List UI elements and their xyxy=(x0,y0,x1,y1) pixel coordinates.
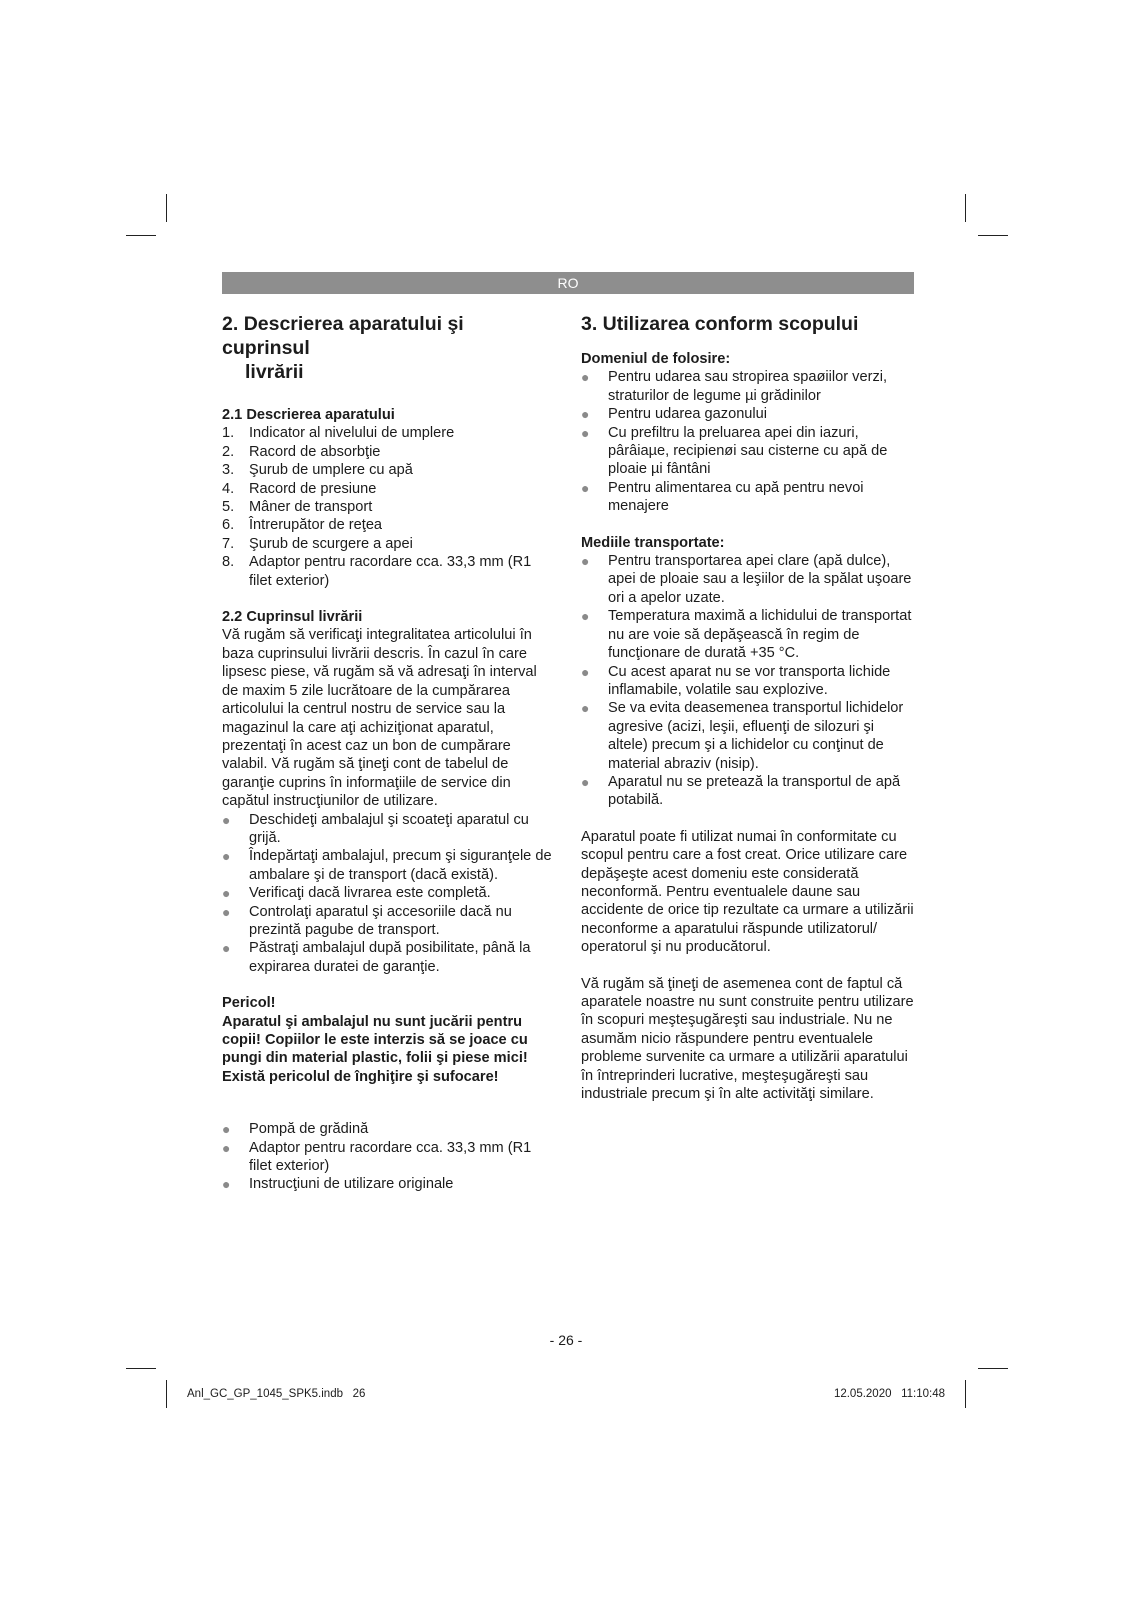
list-item: ● Pompă de grădină xyxy=(222,1121,369,1138)
section-2-title-line2: livrării xyxy=(245,361,304,383)
parts-list xyxy=(222,424,554,590)
bullet-icon: ● xyxy=(222,1121,231,1138)
bullet-icon: ● xyxy=(581,663,590,680)
list-item: ● Verificaţi dacă livrarea este completă. xyxy=(222,885,491,902)
crop-mark xyxy=(965,194,966,222)
section-2-1-title: 2.1 Descrierea aparatului xyxy=(222,407,395,423)
list-item: ● Cu prefiltru la preluarea apei din iazuri, pârâiaµe, recipienøi sau cisterne cu apă de ploaie µi fântâni xyxy=(581,424,888,478)
list-item: 7. Şurub de scurgere a apei xyxy=(222,535,413,552)
crop-mark xyxy=(965,1380,966,1408)
footer-filename: Anl_GC_GP_1045_SPK5.indb 26 xyxy=(187,1388,366,1400)
crop-mark xyxy=(978,235,1008,236)
bullet-icon: ● xyxy=(581,479,590,496)
crop-mark xyxy=(166,1380,167,1408)
delivery-contents xyxy=(222,1120,554,1194)
bullet-icon: ● xyxy=(581,369,590,386)
bullet-icon: ● xyxy=(222,811,231,828)
bullet-icon: ● xyxy=(581,608,590,625)
list-item: 5. Mâner de transport xyxy=(222,499,373,516)
domain-list xyxy=(581,368,915,515)
danger-title: Pericol! xyxy=(222,995,276,1012)
crop-mark xyxy=(166,194,167,222)
bullet-icon: ● xyxy=(222,1139,231,1156)
footer-datetime: 12.05.2020 11:10:48 xyxy=(833,1388,945,1400)
list-item: ● Deschideţi ambalajul şi scoateţi aparatul cu grijă. xyxy=(222,811,529,846)
crop-mark xyxy=(126,235,156,236)
commercial-use-paragraph: Vă rugăm să ţineţi de asemenea cont de faptul că aparatele noastre nu sunt construite pentru utilizare în scopuri meşteşugăreşti sau industriale. Nu ne asumăm nicio răspundere pentru eventualele probleme survenite ca urmare a utilizării aparatului în întreprinderi lucrative, meşteşugăreşti sau industriale precum şi în alte activităţi similare. xyxy=(581,975,914,1103)
list-item: ● Adaptor pentru racordare cca. 33,3 mm (R1 filet exterior) xyxy=(222,1139,532,1175)
media-list xyxy=(581,552,915,810)
language-code: RO xyxy=(557,275,579,291)
bullet-icon: ● xyxy=(222,848,231,865)
intended-use-paragraph: Aparatul poate fi utilizat numai în conformitate cu scopul pentru care a fost creat. Orice utilizare care depăşeşte acest domeniu este considerată neconformă. Pentru eventualele daune sau accidente de orice tip rezultate ca urmare a utilizării neconforme a aparatului răspunde utilizatorul/ operatorul şi nu producătorul. xyxy=(581,828,914,956)
bullet-icon: ● xyxy=(222,940,231,957)
list-item: 3. Şurub de umplere cu apă xyxy=(222,462,413,479)
list-item: ● Pentru udarea gazonului xyxy=(581,406,768,423)
list-item: 1. Indicator al nivelului de umplere xyxy=(222,425,455,442)
section-2-2-text: Vă rugăm să verificaţi integralitatea articolului în baza cuprinsului livrării descris. În cazul în care lipsesc piese, vă rugăm să vă adresaţi în interval de maxim 5 zile lucrătoare de la cumpărarea articolului la centrul nostru de service sau la magazinul la care aţi achiziţionat aparatul, prezentaţi în acest caz un bon de cumpărare valabil. Vă rugăm să ţineţi cont de tabelul de garanţie cuprins în informaţiile de service din capătul instrucţiunilor de utilizare. xyxy=(222,627,537,810)
list-item: ● Păstraţi ambalajul după posibilitate, până la expirarea duratei de garanţie. xyxy=(222,940,531,975)
bullet-icon: ● xyxy=(581,406,590,423)
list-item: ● Se va evita deasemenea transportul lichidelor agresive (acizi, leşii, efluenţi de silozuri şi altele) precum şi a lichidelor cu conţinut de material abraziv (nisip). xyxy=(581,700,904,772)
list-item: ● Pentru alimentarea cu apă pentru nevoi menajere xyxy=(581,479,864,515)
bullet-icon: ● xyxy=(581,553,590,570)
list-item: ● Aparatul nu se pretează la transportul de apă potabilă. xyxy=(581,773,901,809)
crop-mark xyxy=(978,1368,1008,1369)
language-bar xyxy=(222,272,914,294)
bullet-icon: ● xyxy=(222,1176,231,1193)
list-item: ● Controlaţi aparatul şi accesoriile dacă nu prezintă pagube de transport. xyxy=(222,903,512,938)
list-item: ● Îndepărtaţi ambalajul, precum şi siguranţele de ambalare şi de transport (dacă există). xyxy=(222,848,552,883)
section-2-number: 2. xyxy=(222,313,239,335)
section-2-2-title: 2.2 Cuprinsul livrării xyxy=(222,609,363,626)
domain-title: Domeniul de folosire: xyxy=(581,351,731,367)
list-item: 4. Racord de presiune xyxy=(222,480,377,497)
bullet-icon: ● xyxy=(581,700,590,717)
unpack-steps xyxy=(222,811,554,977)
list-item: 8. Adaptor pentru racordare cca. 33,3 mm (R1 filet exterior) xyxy=(222,554,532,589)
bullet-icon: ● xyxy=(222,885,231,902)
list-item: ● Cu acest aparat nu se vor transporta lichide inflamabile, volatile sau explozive. xyxy=(581,663,891,698)
crop-mark xyxy=(126,1368,156,1369)
list-item: ● Instrucţiuni de utilizare originale xyxy=(222,1176,454,1193)
media-title: Mediile transportate: xyxy=(581,534,725,551)
bullet-icon: ● xyxy=(581,424,590,441)
bullet-icon: ● xyxy=(581,773,590,790)
right-column xyxy=(581,312,915,1103)
left-column xyxy=(222,312,554,1194)
danger-text: Aparatul şi ambalajul nu sunt jucării pentru copii! Copiilor le este interzis să se joace cu pungi din material plastic, folii şi piese mici! Există pericolul de înghiţire şi sufocare! xyxy=(222,1013,528,1085)
list-item: ● Pentru transportarea apei clare (apă dulce), apei de ploaie sau a leşiilor de la spălat uşoare ori a apelor uzate. xyxy=(581,553,912,606)
list-item: 2. Racord de absorbţie xyxy=(222,443,381,460)
list-item: ● Pentru udarea sau stropirea spaøiilor verzi, straturilor de legume µi grădinilor xyxy=(581,369,888,404)
section-2-title xyxy=(222,312,554,384)
page-number: - 26 - xyxy=(549,1332,583,1348)
list-item: ● Temperatura maximă a lichidului de transportat nu are voie să depăşească în regim de funcţionare de durată +35 °C. xyxy=(581,608,912,662)
section-3-title: 3. Utilizarea conform scopului xyxy=(581,313,859,335)
bullet-icon: ● xyxy=(222,903,231,920)
section-2-title-line1: Descrierea aparatului şi cuprinsul xyxy=(222,313,464,359)
list-item: 6. Întrerupător de reţea xyxy=(222,517,383,534)
